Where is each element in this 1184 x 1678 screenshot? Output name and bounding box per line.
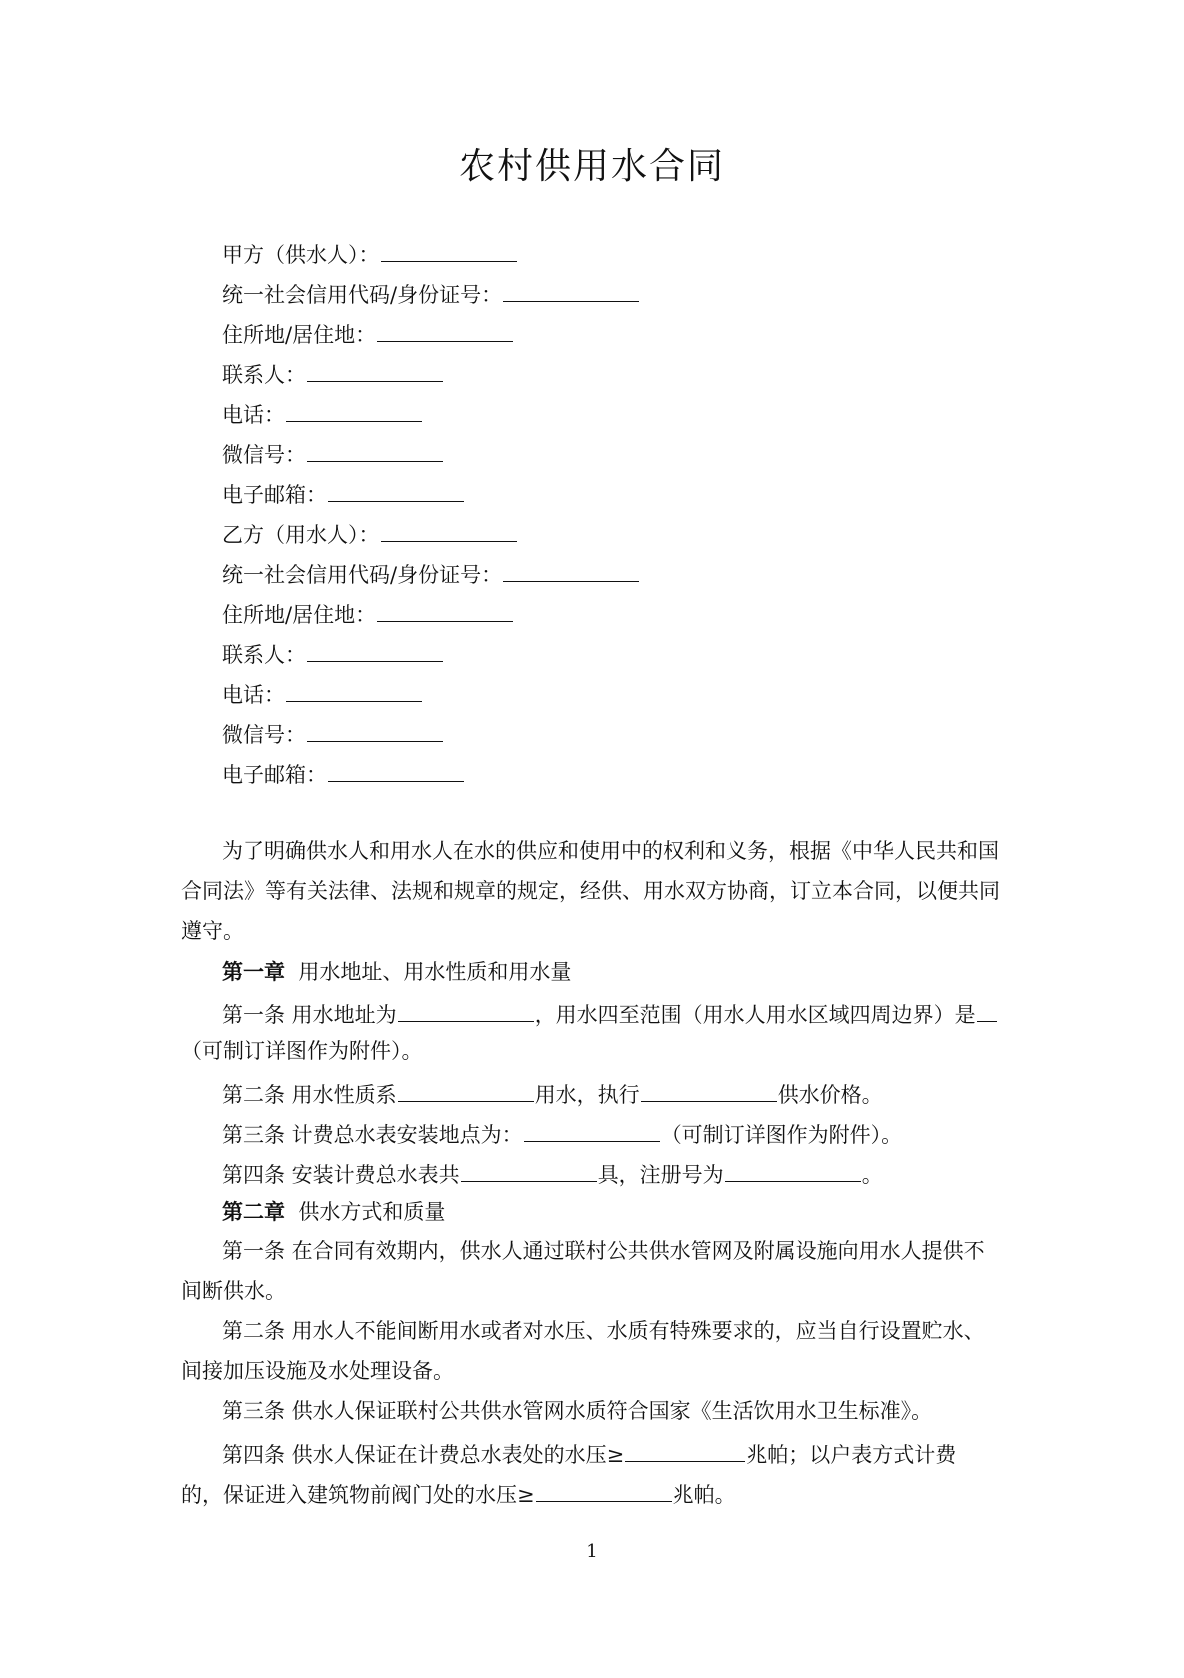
party-b-contact-label: 联系人：: [222, 643, 306, 667]
chapter-1-article-3-suffix: （可制订详图作为附件）。: [660, 1123, 903, 1147]
water-boundary-blank: [977, 1001, 997, 1022]
chapter-1-article-1-line-2: （可制订详图作为附件）。: [181, 1039, 423, 1063]
party-b-email-blank: [328, 761, 464, 782]
chapter-1-article-3: [222, 1121, 902, 1146]
party-b-name-line: [222, 521, 518, 546]
party-b-credit-code-label: 统一社会信用代码/身份证号：: [222, 563, 503, 587]
preamble-line-1: 为了明确供水人和用水人在水的供应和使用中的权利和义务，根据《中华人民共和国: [222, 839, 999, 863]
chapter-2-article-4-line-2-prefix: 的，保证进入建筑物前阀门处的水压≥: [181, 1483, 535, 1507]
party-a-credit-code-label: 统一社会信用代码/身份证号：: [222, 283, 503, 307]
party-a-credit-code-line: [222, 281, 640, 306]
valve-pressure-blank: [536, 1481, 672, 1502]
party-b-phone-line: [222, 681, 423, 706]
chapter-1-article-2-prefix: 第二条 用水性质系: [222, 1083, 397, 1107]
chapter-2-article-2-line-2: 间接加压设施及水处理设备。: [181, 1359, 454, 1383]
chapter-2-heading-line: [222, 1201, 445, 1223]
party-a-address-label: 住所地/居住地：: [222, 323, 377, 347]
chapter-1-heading-line: [222, 961, 571, 983]
chapter-1-article-1-prefix: 第一条 用水地址为: [222, 1003, 397, 1027]
party-a-contact-line: [222, 361, 444, 386]
party-a-wechat-line: [222, 441, 444, 466]
chapter-2-heading: 第二章: [222, 1199, 285, 1224]
party-b-wechat-label: 微信号：: [222, 723, 306, 747]
meter-pressure-blank: [625, 1441, 745, 1462]
party-a-email-label: 电子邮箱：: [222, 483, 327, 507]
party-a-name-label: 甲方（供水人）：: [222, 243, 380, 267]
party-a-wechat-label: 微信号：: [222, 443, 306, 467]
chapter-1-article-1-middle: ，用水四至范围（用水人用水区域四周边界）是: [534, 1003, 976, 1027]
chapter-2-article-2-line-1: 第二条 用水人不能间断用水或者对水压、水质有特殊要求的，应当自行设置贮水、: [222, 1319, 985, 1343]
chapter-1-title: 用水地址、用水性质和用水量: [298, 960, 572, 984]
chapter-1-article-2-middle: 用水，执行: [534, 1083, 640, 1107]
party-b-contact-line: [222, 641, 444, 666]
chapter-2-title: 供水方式和质量: [298, 1200, 446, 1224]
chapter-2-article-1-line-2: 间断供水。: [181, 1279, 286, 1303]
party-a-email-blank: [328, 481, 464, 502]
party-a-phone-label: 电话：: [222, 403, 285, 427]
party-b-phone-label: 电话：: [222, 683, 285, 707]
chapter-1-article-4: [222, 1161, 883, 1186]
preamble-line-3: 遵守。: [181, 919, 244, 943]
party-b-email-line: [222, 761, 465, 786]
party-b-wechat-blank: [307, 721, 443, 742]
chapter-2-article-4-middle: 兆帕；以户表方式计费: [746, 1443, 957, 1467]
meter-count-blank: [461, 1161, 597, 1182]
chapter-1-article-3-prefix: 第三条 计费总水表安装地点为：: [222, 1123, 523, 1147]
party-a-phone-line: [222, 401, 423, 426]
party-a-name-blank: [381, 241, 517, 262]
chapter-2-article-1-line-1: 第一条 在合同有效期内，供水人通过联村公共供水管网及附属设施向用水人提供不: [222, 1239, 985, 1263]
chapter-2-article-4-line-2: [181, 1481, 736, 1506]
page-title: 农村供用水合同: [458, 146, 725, 187]
party-b-address-blank: [377, 601, 513, 622]
chapter-2-article-4-line-1: [222, 1441, 956, 1466]
party-b-name-blank: [381, 521, 517, 542]
party-a-credit-code-blank: [503, 281, 639, 302]
party-b-contact-blank: [307, 641, 443, 662]
party-b-address-line: [222, 601, 514, 626]
party-b-email-label: 电子邮箱：: [222, 763, 327, 787]
party-a-phone-blank: [286, 401, 422, 422]
meter-location-blank: [524, 1121, 660, 1142]
party-a-contact-blank: [307, 361, 443, 382]
water-price-blank: [641, 1081, 777, 1102]
water-address-blank: [398, 1001, 534, 1022]
party-a-wechat-blank: [307, 441, 443, 462]
chapter-1-article-4-prefix: 第四条 安装计费总水表共: [222, 1163, 460, 1187]
chapter-1-article-2: [222, 1081, 883, 1106]
chapter-2-article-4-line-2-suffix: 兆帕。: [672, 1483, 736, 1507]
party-a-email-line: [222, 481, 465, 506]
party-b-name-label: 乙方（用水人）：: [222, 523, 380, 547]
chapter-1-article-4-middle: 具，注册号为: [597, 1163, 724, 1187]
party-b-credit-code-line: [222, 561, 640, 586]
party-b-wechat-line: [222, 721, 444, 746]
preamble-line-2: 合同法》等有关法律、法规和规章的规定，经供、用水双方协商，订立本合同，以便共同: [181, 879, 1000, 903]
party-b-address-label: 住所地/居住地：: [222, 603, 377, 627]
party-a-name-line: [222, 241, 518, 266]
chapter-1-article-2-suffix: 供水价格。: [777, 1083, 883, 1107]
party-b-phone-blank: [286, 681, 422, 702]
party-a-address-line: [222, 321, 514, 346]
page-number: 1: [586, 1541, 598, 1562]
chapter-1-article-4-suffix: 。: [861, 1163, 883, 1187]
party-a-address-blank: [377, 321, 513, 342]
water-nature-blank: [398, 1081, 534, 1102]
chapter-2-article-4-prefix: 第四条 供水人保证在计费总水表处的水压≥: [222, 1443, 625, 1467]
chapter-1-heading: 第一章: [222, 959, 285, 984]
registration-number-blank: [725, 1161, 861, 1182]
party-b-credit-code-blank: [503, 561, 639, 582]
chapter-1-article-1-line-1: [222, 1001, 998, 1026]
chapter-2-article-3: 第三条 供水人保证联村公共供水管网水质符合国家《生活饮用水卫生标准》。: [222, 1399, 933, 1423]
party-a-contact-label: 联系人：: [222, 363, 306, 387]
